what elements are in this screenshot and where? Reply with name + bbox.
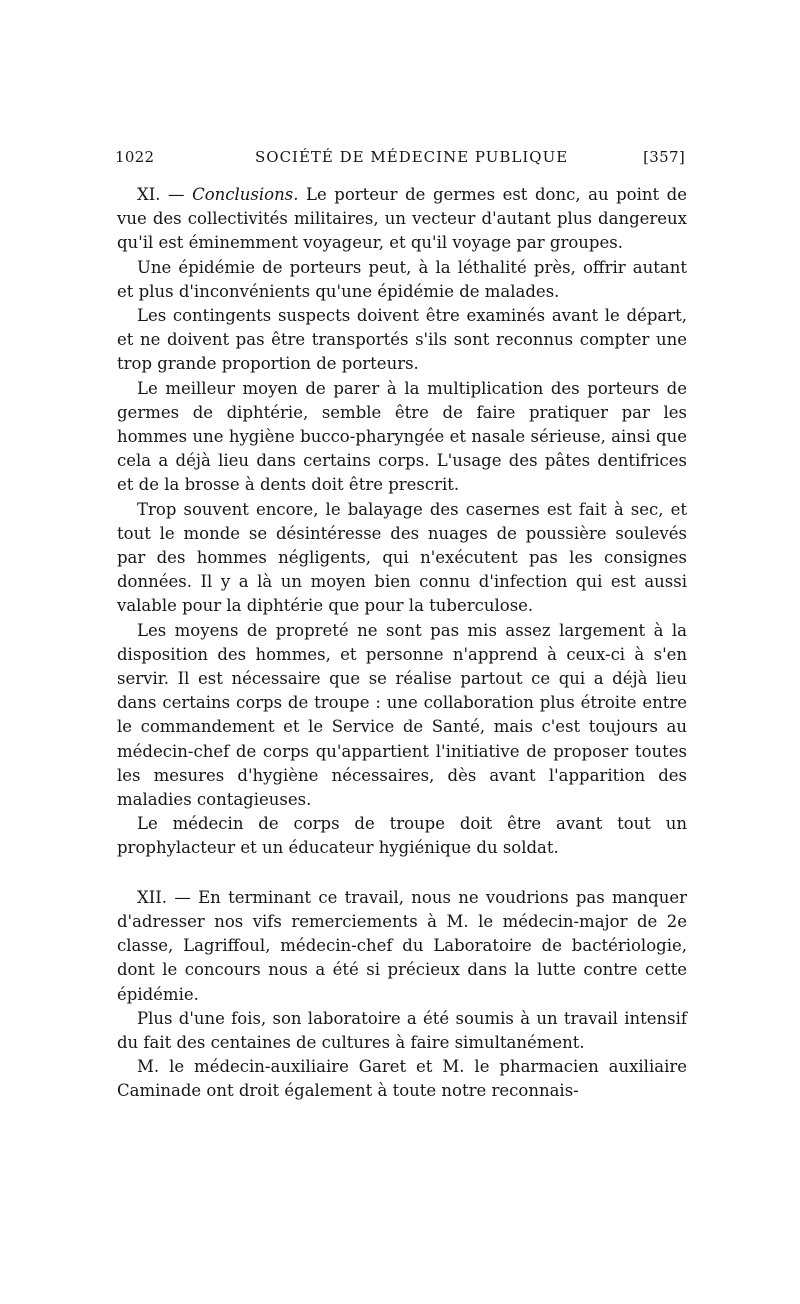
paragraph: Les contingents suspects doivent être examinés avant le départ, et ne doivent pas être transportés s'ils sont reconnus compter une trop grande proportion de porteurs. — [117, 306, 687, 374]
paragraph: Le meilleur moyen de parer à la multiplication des porteurs de germes de diphtérie, semble être de faire pratiquer par les hommes une hygiène bucco-pharyngée et nasale sérieuse, ainsi que cela a déjà lieu dans certains corps. L'usage des pâtes dentifrices et de la brosse à dents doit être prescrit. — [117, 378, 687, 495]
paragraph: Une épidémie de porteurs peut, à la léthalité près, offrir autant et plus d'inconvénients qu'une épidémie de malades. — [117, 257, 687, 301]
conclusions-paragraph — [117, 183, 687, 256]
paragraph: Trop souvent encore, le balayage des casernes est fait à sec, et tout le monde se désintéresse des nuages de poussière soulevés par des hommes négligents, qui n'exécutent pas les consignes données. Il y a là un moyen bien connu d'infection qui est aussi valable pour la diphtérie que pour la tuberculose. — [117, 499, 687, 616]
section-gap — [117, 861, 687, 886]
section-xi — [117, 183, 687, 861]
paragraph: XII. — En terminant ce travail, nous ne voudrions pas manquer d'adresser nos vifs remerciements à M. le médecin-major de 2e classe, Lagriffoul, médecin-chef du Laboratoire de bactériologie, dont le concours nous a été si précieux dans la lutte contre cette épidémie. — [117, 887, 687, 1004]
paragraph: Le médecin de corps de troupe doit être avant tout un prophylacteur et un éducateur hygiénique du soldat. — [117, 814, 687, 858]
running-title: SOCIÉTÉ DE MÉDECINE PUBLIQUE — [255, 148, 569, 166]
section-number: XI. — — [137, 185, 185, 204]
page-number: 1022 — [115, 148, 155, 166]
bracket-number: [357] — [643, 148, 685, 166]
running-head — [115, 148, 685, 172]
paragraph: M. le médecin-auxiliaire Garet et M. le pharmacien auxiliaire Caminade ont droit également à toute notre reconnais- — [117, 1057, 687, 1101]
body-text — [117, 183, 687, 1104]
paragraph: Plus d'une fois, son laboratoire a été soumis à un travail intensif du fait des centaines de cultures à faire simultanément. — [117, 1008, 687, 1052]
paragraph-text: Le porteur de germes est donc, au point de vue des collectivités militaires, un vecteur d'autant plus dangereux qu'il est éminemment voyageur, et qu'il voyage par groupes. — [117, 185, 688, 253]
section-heading: Conclusions. — [192, 185, 299, 204]
paragraph: Les moyens de propreté ne sont pas mis assez largement à la disposition des hommes, et personne n'apprend à ceux-ci à s'en servir. Il est nécessaire que se réalise partout ce qui a déjà lieu dans certains corps de troupe : une collaboration plus étroite entre le commandement et le Service de Santé, mais c'est toujours au médecin-chef de corps qu'appartient l'initiative de proposer toutes les mesures d'hygiène nécessaires, dès avant l'apparition des maladies contagieuses. — [117, 620, 687, 810]
section-xii — [117, 886, 687, 1104]
